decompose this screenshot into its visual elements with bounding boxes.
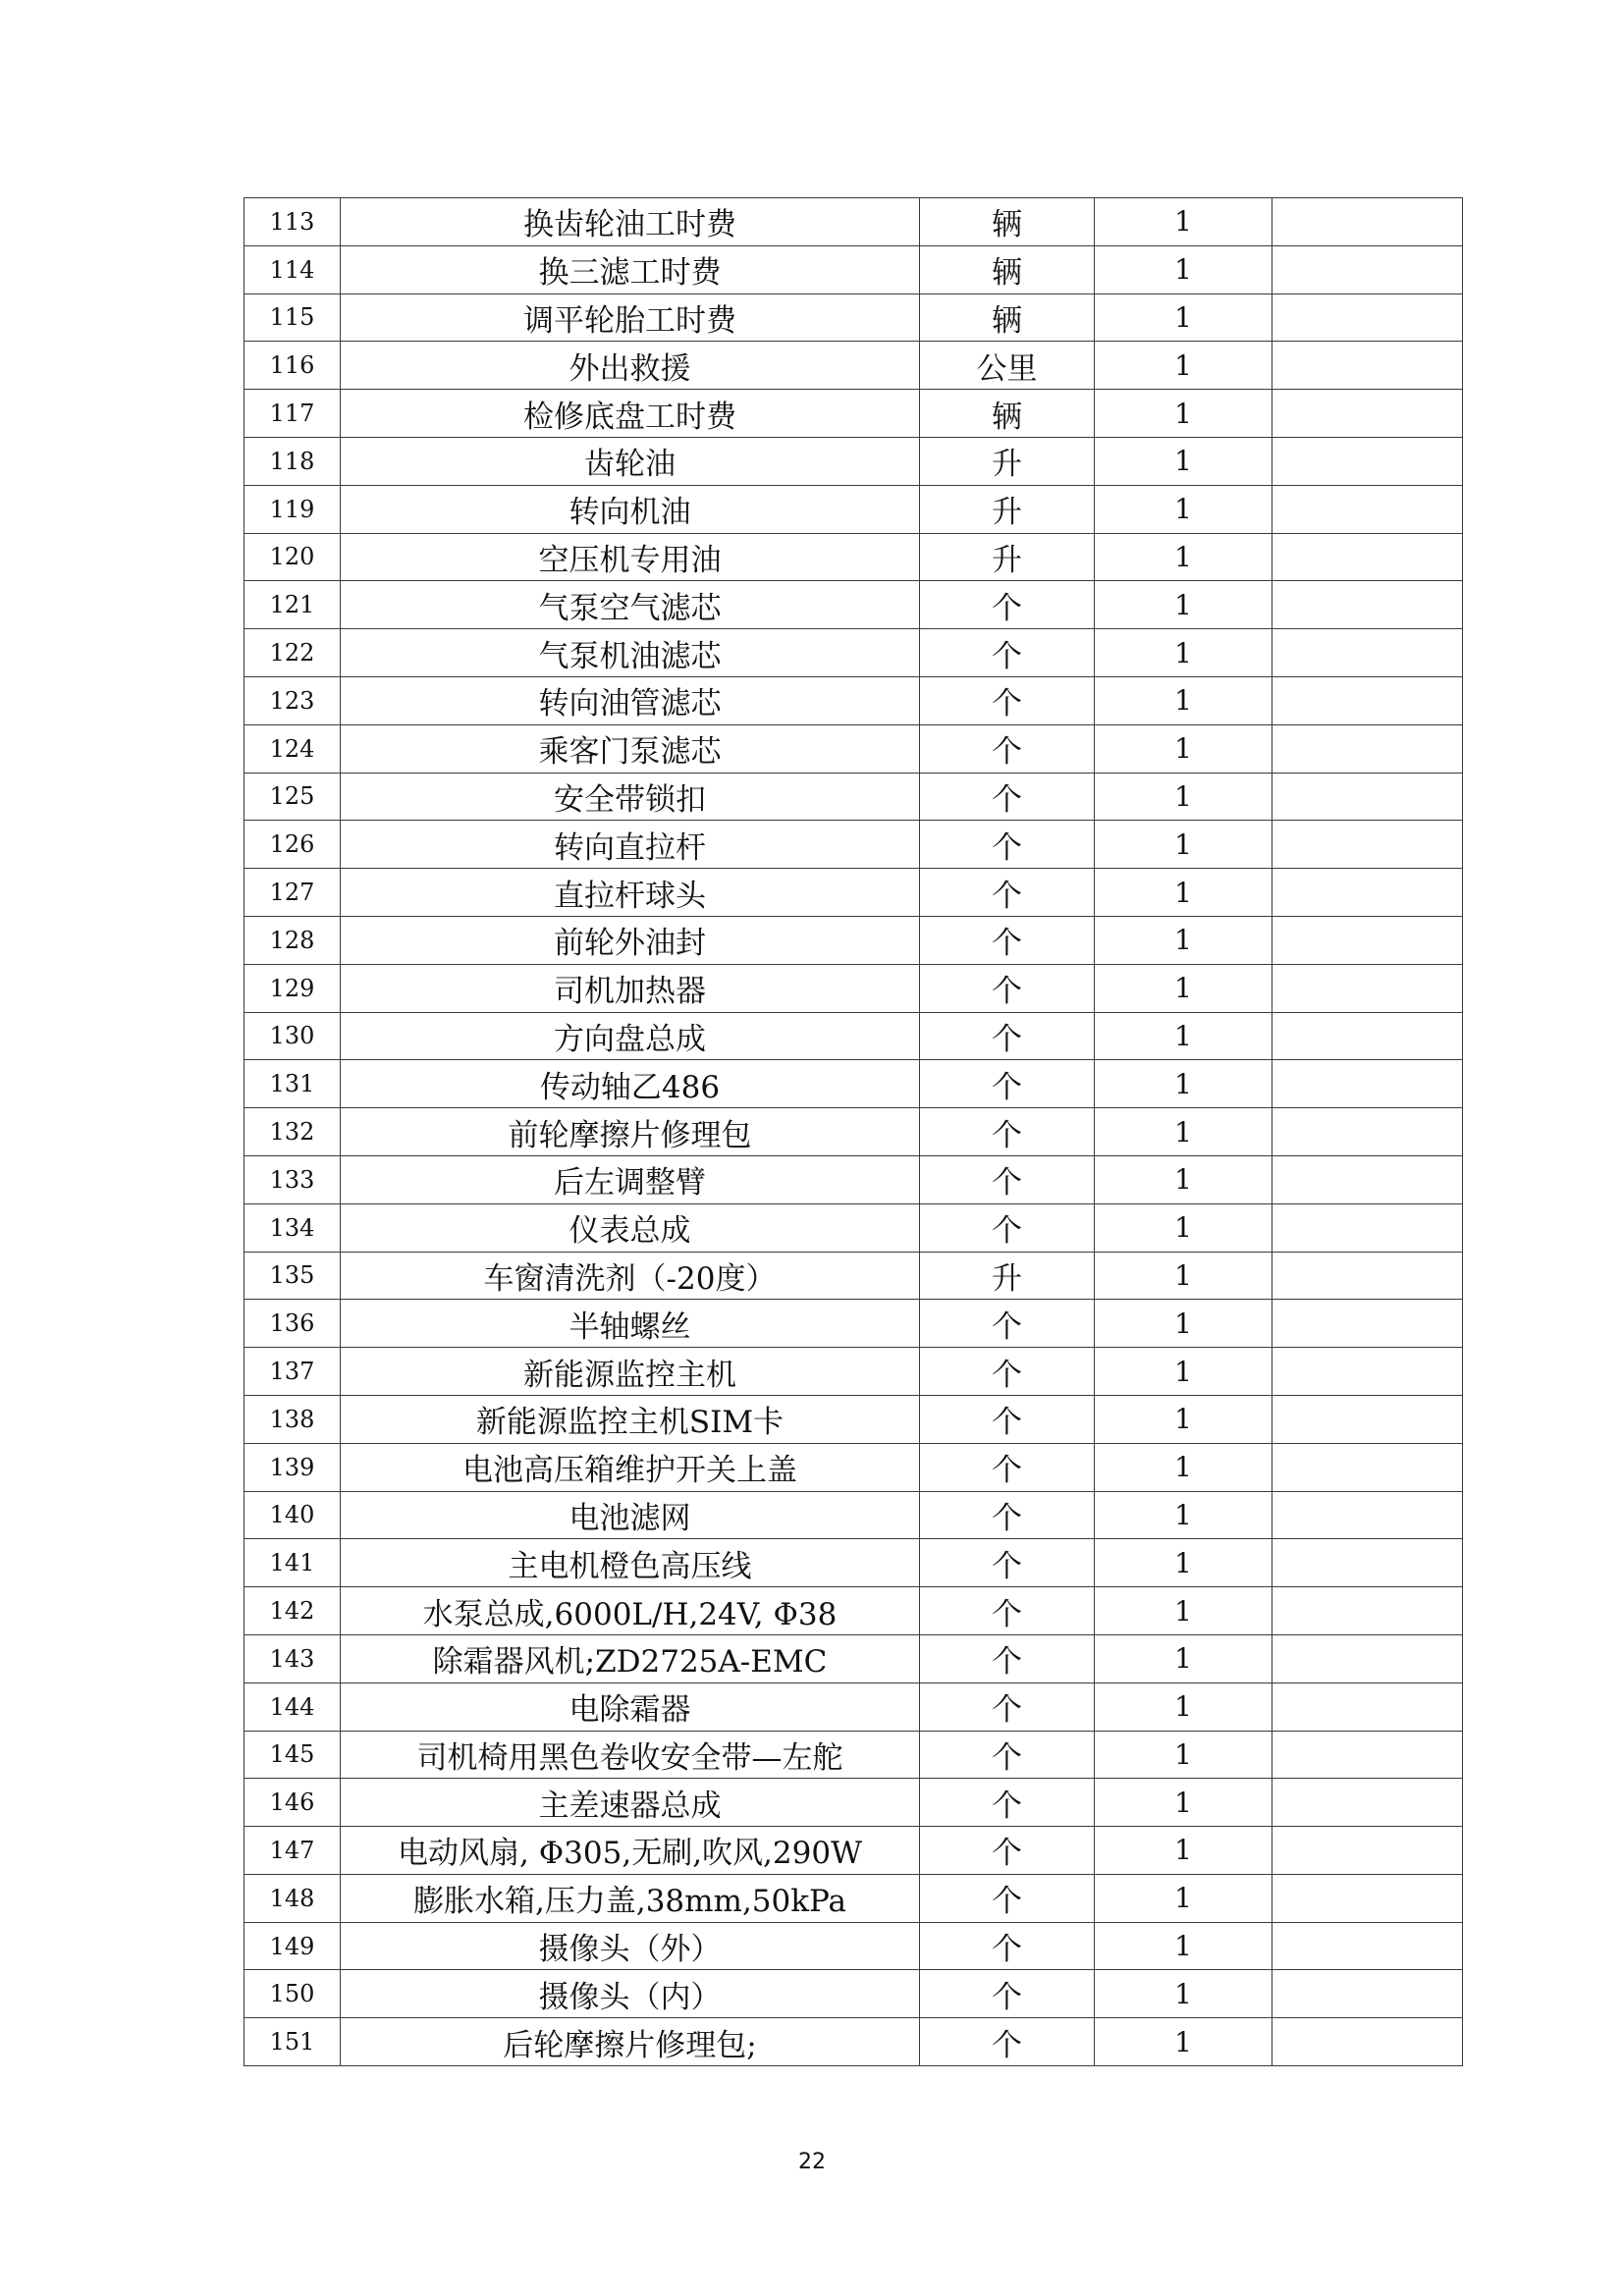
unit-cell: 个 bbox=[920, 869, 1095, 917]
remark-cell bbox=[1272, 1827, 1463, 1875]
item-name-cell: 除霜器风机;ZD2725A-EMC bbox=[341, 1634, 920, 1682]
table-row bbox=[244, 1779, 1463, 1827]
item-name-cell: 仪表总成 bbox=[341, 1203, 920, 1252]
table-row bbox=[244, 869, 1463, 917]
item-name-cell: 新能源监控主机 bbox=[341, 1348, 920, 1396]
remark-cell bbox=[1272, 724, 1463, 773]
unit-cell: 升 bbox=[920, 533, 1095, 581]
table-row bbox=[244, 1634, 1463, 1682]
unit-cell: 个 bbox=[920, 581, 1095, 629]
item-name-cell: 电除霜器 bbox=[341, 1682, 920, 1731]
remark-cell bbox=[1272, 198, 1463, 246]
quantity-cell: 1 bbox=[1095, 676, 1272, 724]
remark-cell bbox=[1272, 1395, 1463, 1443]
remark-cell bbox=[1272, 1155, 1463, 1203]
unit-cell: 个 bbox=[920, 1970, 1095, 2018]
unit-cell: 个 bbox=[920, 916, 1095, 964]
table-row bbox=[244, 964, 1463, 1012]
unit-cell: 个 bbox=[920, 1779, 1095, 1827]
quantity-cell: 1 bbox=[1095, 198, 1272, 246]
table-row bbox=[244, 1827, 1463, 1875]
item-number-cell: 133 bbox=[244, 1155, 341, 1203]
item-name-cell: 方向盘总成 bbox=[341, 1012, 920, 1060]
quantity-cell: 1 bbox=[1095, 869, 1272, 917]
remark-cell bbox=[1272, 245, 1463, 294]
quantity-cell: 1 bbox=[1095, 1682, 1272, 1731]
remark-cell bbox=[1272, 390, 1463, 438]
unit-cell: 辆 bbox=[920, 245, 1095, 294]
unit-cell: 个 bbox=[920, 1108, 1095, 1156]
item-name-cell: 齿轮油 bbox=[341, 437, 920, 485]
table-row bbox=[244, 1252, 1463, 1300]
unit-cell: 个 bbox=[920, 1155, 1095, 1203]
remark-cell bbox=[1272, 1970, 1463, 2018]
item-number-cell: 117 bbox=[244, 390, 341, 438]
unit-cell: 个 bbox=[920, 2018, 1095, 2066]
item-number-cell: 137 bbox=[244, 1348, 341, 1396]
unit-cell: 辆 bbox=[920, 390, 1095, 438]
item-number-cell: 119 bbox=[244, 485, 341, 533]
item-name-cell: 直拉杆球头 bbox=[341, 869, 920, 917]
table-row bbox=[244, 1587, 1463, 1635]
table-row bbox=[244, 581, 1463, 629]
item-number-cell: 124 bbox=[244, 724, 341, 773]
remark-cell bbox=[1272, 869, 1463, 917]
unit-cell: 个 bbox=[920, 1682, 1095, 1731]
quantity-cell: 1 bbox=[1095, 821, 1272, 869]
table-row bbox=[244, 821, 1463, 869]
quantity-cell: 1 bbox=[1095, 1155, 1272, 1203]
table-row bbox=[244, 245, 1463, 294]
quantity-cell: 1 bbox=[1095, 245, 1272, 294]
table-row bbox=[244, 1395, 1463, 1443]
quantity-cell: 1 bbox=[1095, 437, 1272, 485]
table-row bbox=[244, 629, 1463, 677]
quantity-cell: 1 bbox=[1095, 1108, 1272, 1156]
unit-cell: 个 bbox=[920, 1060, 1095, 1108]
remark-cell bbox=[1272, 1203, 1463, 1252]
item-name-cell: 水泵总成,6000L/H,24V, Φ38 bbox=[341, 1587, 920, 1635]
item-name-cell: 转向直拉杆 bbox=[341, 821, 920, 869]
unit-cell: 升 bbox=[920, 485, 1095, 533]
unit-cell: 个 bbox=[920, 1300, 1095, 1348]
item-number-cell: 123 bbox=[244, 676, 341, 724]
page-number: 22 bbox=[798, 2150, 826, 2174]
quantity-cell: 1 bbox=[1095, 1491, 1272, 1539]
table-row bbox=[244, 1155, 1463, 1203]
item-number-cell: 121 bbox=[244, 581, 341, 629]
unit-cell: 升 bbox=[920, 437, 1095, 485]
item-name-cell: 前轮外油封 bbox=[341, 916, 920, 964]
remark-cell bbox=[1272, 629, 1463, 677]
item-name-cell: 电池高压箱维护开关上盖 bbox=[341, 1443, 920, 1491]
unit-cell: 个 bbox=[920, 964, 1095, 1012]
table-row bbox=[244, 294, 1463, 342]
item-name-cell: 检修底盘工时费 bbox=[341, 390, 920, 438]
item-name-cell: 膨胀水箱,压力盖,38mm,50kPa bbox=[341, 1874, 920, 1922]
remark-cell bbox=[1272, 773, 1463, 821]
quantity-cell: 1 bbox=[1095, 1827, 1272, 1875]
item-number-cell: 127 bbox=[244, 869, 341, 917]
item-number-cell: 126 bbox=[244, 821, 341, 869]
item-name-cell: 传动轴乙486 bbox=[341, 1060, 920, 1108]
quantity-cell: 1 bbox=[1095, 1252, 1272, 1300]
table-row bbox=[244, 724, 1463, 773]
quantity-cell: 1 bbox=[1095, 1779, 1272, 1827]
quantity-cell: 1 bbox=[1095, 1539, 1272, 1587]
unit-cell: 个 bbox=[920, 1587, 1095, 1635]
item-number-cell: 142 bbox=[244, 1587, 341, 1635]
remark-cell bbox=[1272, 581, 1463, 629]
remark-cell bbox=[1272, 1731, 1463, 1779]
unit-cell: 个 bbox=[920, 629, 1095, 677]
item-name-cell: 转向机油 bbox=[341, 485, 920, 533]
remark-cell bbox=[1272, 1922, 1463, 1970]
quantity-cell: 1 bbox=[1095, 1587, 1272, 1635]
quantity-cell: 1 bbox=[1095, 773, 1272, 821]
item-number-cell: 136 bbox=[244, 1300, 341, 1348]
table-row bbox=[244, 1731, 1463, 1779]
quantity-cell: 1 bbox=[1095, 485, 1272, 533]
item-number-cell: 144 bbox=[244, 1682, 341, 1731]
remark-cell bbox=[1272, 1491, 1463, 1539]
remark-cell bbox=[1272, 1348, 1463, 1396]
item-number-cell: 135 bbox=[244, 1252, 341, 1300]
item-number-cell: 138 bbox=[244, 1395, 341, 1443]
remark-cell bbox=[1272, 1300, 1463, 1348]
item-name-cell: 司机椅用黑色卷收安全带—左舵 bbox=[341, 1731, 920, 1779]
remark-cell bbox=[1272, 533, 1463, 581]
item-number-cell: 129 bbox=[244, 964, 341, 1012]
unit-cell: 个 bbox=[920, 773, 1095, 821]
quantity-cell: 1 bbox=[1095, 964, 1272, 1012]
quantity-cell: 1 bbox=[1095, 1874, 1272, 1922]
parts-table-body bbox=[244, 198, 1463, 2066]
table-row bbox=[244, 1491, 1463, 1539]
quantity-cell: 1 bbox=[1095, 916, 1272, 964]
item-number-cell: 147 bbox=[244, 1827, 341, 1875]
item-number-cell: 140 bbox=[244, 1491, 341, 1539]
unit-cell: 个 bbox=[920, 1731, 1095, 1779]
remark-cell bbox=[1272, 1252, 1463, 1300]
item-number-cell: 146 bbox=[244, 1779, 341, 1827]
table-row bbox=[244, 1682, 1463, 1731]
item-name-cell: 外出救援 bbox=[341, 342, 920, 390]
quantity-cell: 1 bbox=[1095, 724, 1272, 773]
unit-cell: 个 bbox=[920, 1203, 1095, 1252]
item-name-cell: 新能源监控主机SIM卡 bbox=[341, 1395, 920, 1443]
item-number-cell: 115 bbox=[244, 294, 341, 342]
remark-cell bbox=[1272, 294, 1463, 342]
unit-cell: 辆 bbox=[920, 294, 1095, 342]
item-name-cell: 主电机橙色高压线 bbox=[341, 1539, 920, 1587]
quantity-cell: 1 bbox=[1095, 533, 1272, 581]
remark-cell bbox=[1272, 1779, 1463, 1827]
item-number-cell: 128 bbox=[244, 916, 341, 964]
item-name-cell: 气泵机油滤芯 bbox=[341, 629, 920, 677]
item-number-cell: 131 bbox=[244, 1060, 341, 1108]
item-name-cell: 换三滤工时费 bbox=[341, 245, 920, 294]
item-number-cell: 132 bbox=[244, 1108, 341, 1156]
unit-cell: 个 bbox=[920, 1539, 1095, 1587]
table-row bbox=[244, 1443, 1463, 1491]
item-number-cell: 150 bbox=[244, 1970, 341, 2018]
table-row bbox=[244, 1922, 1463, 1970]
table-row bbox=[244, 198, 1463, 246]
quantity-cell: 1 bbox=[1095, 1348, 1272, 1396]
table-row bbox=[244, 1874, 1463, 1922]
table-row bbox=[244, 916, 1463, 964]
item-number-cell: 116 bbox=[244, 342, 341, 390]
item-number-cell: 151 bbox=[244, 2018, 341, 2066]
table-row bbox=[244, 1012, 1463, 1060]
item-number-cell: 130 bbox=[244, 1012, 341, 1060]
unit-cell: 个 bbox=[920, 1443, 1095, 1491]
item-number-cell: 125 bbox=[244, 773, 341, 821]
item-name-cell: 前轮摩擦片修理包 bbox=[341, 1108, 920, 1156]
item-name-cell: 空压机专用油 bbox=[341, 533, 920, 581]
item-number-cell: 134 bbox=[244, 1203, 341, 1252]
item-name-cell: 后轮摩擦片修理包; bbox=[341, 2018, 920, 2066]
item-number-cell: 139 bbox=[244, 1443, 341, 1491]
item-name-cell: 气泵空气滤芯 bbox=[341, 581, 920, 629]
quantity-cell: 1 bbox=[1095, 1443, 1272, 1491]
parts-table bbox=[244, 197, 1463, 2066]
table-row bbox=[244, 773, 1463, 821]
quantity-cell: 1 bbox=[1095, 1970, 1272, 2018]
quantity-cell: 1 bbox=[1095, 629, 1272, 677]
quantity-cell: 1 bbox=[1095, 1922, 1272, 1970]
quantity-cell: 1 bbox=[1095, 1731, 1272, 1779]
item-name-cell: 转向油管滤芯 bbox=[341, 676, 920, 724]
item-name-cell: 后左调整臂 bbox=[341, 1155, 920, 1203]
remark-cell bbox=[1272, 485, 1463, 533]
item-name-cell: 安全带锁扣 bbox=[341, 773, 920, 821]
table-row bbox=[244, 1108, 1463, 1156]
unit-cell: 个 bbox=[920, 724, 1095, 773]
table-row bbox=[244, 390, 1463, 438]
table-row bbox=[244, 676, 1463, 724]
unit-cell: 个 bbox=[920, 1874, 1095, 1922]
quantity-cell: 1 bbox=[1095, 390, 1272, 438]
item-name-cell: 主差速器总成 bbox=[341, 1779, 920, 1827]
remark-cell bbox=[1272, 342, 1463, 390]
unit-cell: 公里 bbox=[920, 342, 1095, 390]
item-number-cell: 120 bbox=[244, 533, 341, 581]
table-row bbox=[244, 533, 1463, 581]
unit-cell: 个 bbox=[920, 676, 1095, 724]
item-number-cell: 141 bbox=[244, 1539, 341, 1587]
table-row bbox=[244, 342, 1463, 390]
table-row bbox=[244, 1203, 1463, 1252]
remark-cell bbox=[1272, 1443, 1463, 1491]
item-name-cell: 摄像头（内） bbox=[341, 1970, 920, 2018]
item-name-cell: 电池滤网 bbox=[341, 1491, 920, 1539]
remark-cell bbox=[1272, 2018, 1463, 2066]
quantity-cell: 1 bbox=[1095, 1203, 1272, 1252]
item-number-cell: 122 bbox=[244, 629, 341, 677]
table-row bbox=[244, 1970, 1463, 2018]
remark-cell bbox=[1272, 1012, 1463, 1060]
remark-cell bbox=[1272, 1108, 1463, 1156]
remark-cell bbox=[1272, 676, 1463, 724]
unit-cell: 升 bbox=[920, 1252, 1095, 1300]
quantity-cell: 1 bbox=[1095, 2018, 1272, 2066]
table-row bbox=[244, 485, 1463, 533]
item-name-cell: 换齿轮油工时费 bbox=[341, 198, 920, 246]
remark-cell bbox=[1272, 1634, 1463, 1682]
unit-cell: 个 bbox=[920, 1491, 1095, 1539]
table-row bbox=[244, 1300, 1463, 1348]
item-name-cell: 乘客门泵滤芯 bbox=[341, 724, 920, 773]
remark-cell bbox=[1272, 964, 1463, 1012]
remark-cell bbox=[1272, 1539, 1463, 1587]
item-name-cell: 电动风扇, Φ305,无刷,吹风,290W bbox=[341, 1827, 920, 1875]
remark-cell bbox=[1272, 1874, 1463, 1922]
remark-cell bbox=[1272, 437, 1463, 485]
table-row bbox=[244, 1539, 1463, 1587]
item-name-cell: 司机加热器 bbox=[341, 964, 920, 1012]
item-number-cell: 113 bbox=[244, 198, 341, 246]
unit-cell: 个 bbox=[920, 1012, 1095, 1060]
quantity-cell: 1 bbox=[1095, 1012, 1272, 1060]
remark-cell bbox=[1272, 1682, 1463, 1731]
item-name-cell: 摄像头（外） bbox=[341, 1922, 920, 1970]
remark-cell bbox=[1272, 1587, 1463, 1635]
item-number-cell: 148 bbox=[244, 1874, 341, 1922]
unit-cell: 个 bbox=[920, 1922, 1095, 1970]
remark-cell bbox=[1272, 821, 1463, 869]
quantity-cell: 1 bbox=[1095, 294, 1272, 342]
unit-cell: 个 bbox=[920, 1395, 1095, 1443]
quantity-cell: 1 bbox=[1095, 581, 1272, 629]
quantity-cell: 1 bbox=[1095, 1395, 1272, 1443]
unit-cell: 个 bbox=[920, 1634, 1095, 1682]
table-row bbox=[244, 2018, 1463, 2066]
quantity-cell: 1 bbox=[1095, 1634, 1272, 1682]
item-number-cell: 118 bbox=[244, 437, 341, 485]
table-row bbox=[244, 1348, 1463, 1396]
unit-cell: 辆 bbox=[920, 198, 1095, 246]
unit-cell: 个 bbox=[920, 1348, 1095, 1396]
item-number-cell: 114 bbox=[244, 245, 341, 294]
remark-cell bbox=[1272, 1060, 1463, 1108]
item-name-cell: 半轴螺丝 bbox=[341, 1300, 920, 1348]
table-row bbox=[244, 437, 1463, 485]
table-row bbox=[244, 1060, 1463, 1108]
item-name-cell: 车窗清洗剂（-20度） bbox=[341, 1252, 920, 1300]
item-number-cell: 149 bbox=[244, 1922, 341, 1970]
unit-cell: 个 bbox=[920, 821, 1095, 869]
item-number-cell: 143 bbox=[244, 1634, 341, 1682]
quantity-cell: 1 bbox=[1095, 1300, 1272, 1348]
item-name-cell: 调平轮胎工时费 bbox=[341, 294, 920, 342]
quantity-cell: 1 bbox=[1095, 342, 1272, 390]
remark-cell bbox=[1272, 916, 1463, 964]
item-number-cell: 145 bbox=[244, 1731, 341, 1779]
unit-cell: 个 bbox=[920, 1827, 1095, 1875]
quantity-cell: 1 bbox=[1095, 1060, 1272, 1108]
